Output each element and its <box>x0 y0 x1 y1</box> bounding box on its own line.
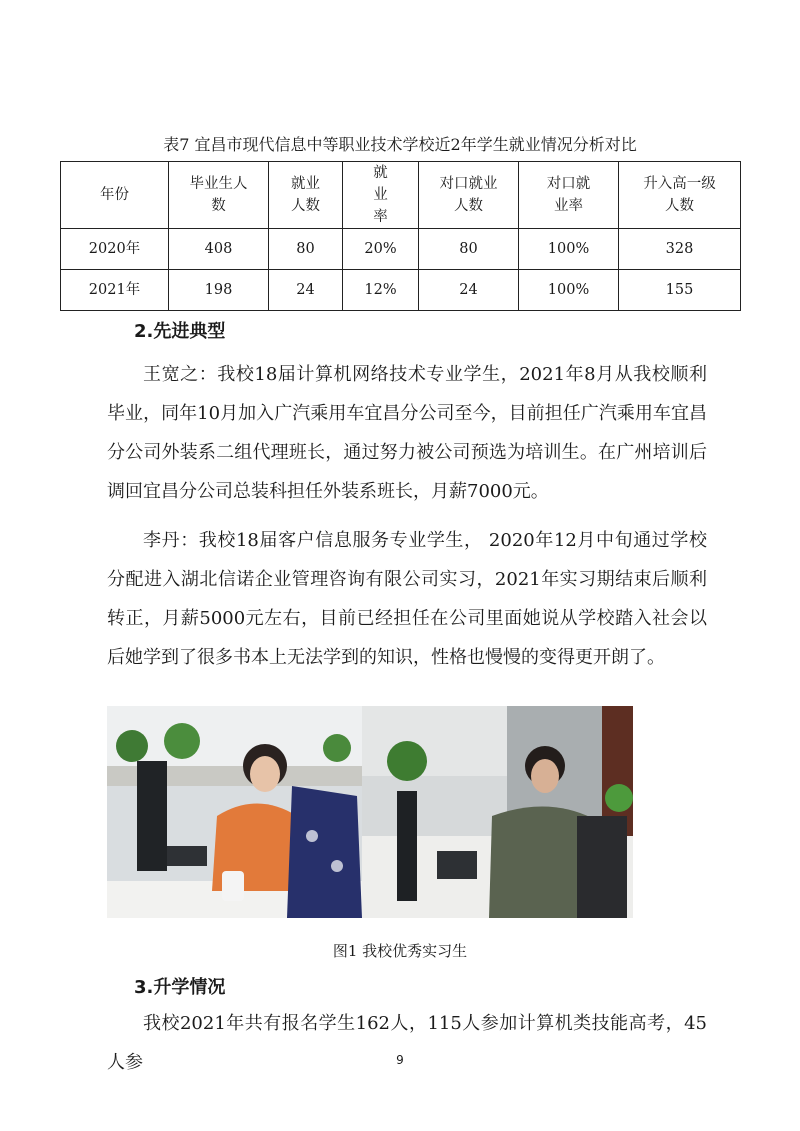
paragraph-wang-kuanzhi <box>107 355 707 511</box>
table-cell: 100% <box>519 270 619 311</box>
table-cell: 24 <box>269 270 343 311</box>
employment-table <box>60 161 741 311</box>
table-cell: 2021年 <box>61 270 169 311</box>
header-cell: 就业人数 <box>269 162 343 229</box>
paragraph-text: 王宽之：我校18届计算机网络技术专业学生，2021年8月从我校顺利毕业，同年10月加入广汽乘用车宜昌分公司至今，目前担任广汽乘用车宜昌分公司外装系二组代理班长，通过努力被公司预选为培训生。在广州培训后调回宜昌分公司总装科担任外装系班长，月薪7000元。 <box>107 364 707 502</box>
table-caption: 表7 宜昌市现代信息中等职业技术学校近2年学生就业情况分析对比 <box>163 135 637 154</box>
page-number: 9 <box>396 1053 404 1067</box>
table-cell: 20% <box>343 229 419 270</box>
header-cell: 升入高一级人数 <box>619 162 741 229</box>
table-cell: 24 <box>419 270 519 311</box>
table-cell: 2020年 <box>61 229 169 270</box>
table-cell: 328 <box>619 229 741 270</box>
intern-photo <box>107 706 633 918</box>
paragraph-text: 李丹：我校18届客户信息服务专业学生， 2020年12月中旬通过学校分配进入湖北信诺企业管理咨询有限公司实习，2021年实习期结束后顺利转正，月薪5000元左右，目前已经担任在公司里面她说从学校踏入社会以后她学到了很多书本上无法学到的知识，性格也慢慢的变得更开朗了。 <box>107 530 707 668</box>
table-cell: 80 <box>419 229 519 270</box>
table-cell: 408 <box>169 229 269 270</box>
table-header-row <box>61 162 741 229</box>
paragraph-text: 我校2021年共有报名学生162人，115人参加计算机类技能高考，45人参 <box>107 1013 707 1073</box>
intern-photo-illustration <box>107 706 633 918</box>
table-cell: 100% <box>519 229 619 270</box>
table-cell: 198 <box>169 270 269 311</box>
section-heading-advanced-models: 2.先进典型 <box>134 321 226 342</box>
table-row <box>61 270 741 311</box>
header-cell: 毕业生人数 <box>169 162 269 229</box>
section-heading-further-study: 3.升学情况 <box>134 977 226 998</box>
table-cell: 80 <box>269 229 343 270</box>
paragraph-further-study <box>107 1004 707 1082</box>
paragraph-li-dan <box>107 521 707 677</box>
header-cell: 对口就业率 <box>519 162 619 229</box>
header-cell: 年份 <box>61 162 169 229</box>
figure-caption: 图1 我校优秀实习生 <box>332 942 468 960</box>
table-row <box>61 229 741 270</box>
table-cell: 155 <box>619 270 741 311</box>
table-cell: 12% <box>343 270 419 311</box>
header-cell: 对口就业人数 <box>419 162 519 229</box>
header-cell: 就业率 <box>343 162 419 229</box>
